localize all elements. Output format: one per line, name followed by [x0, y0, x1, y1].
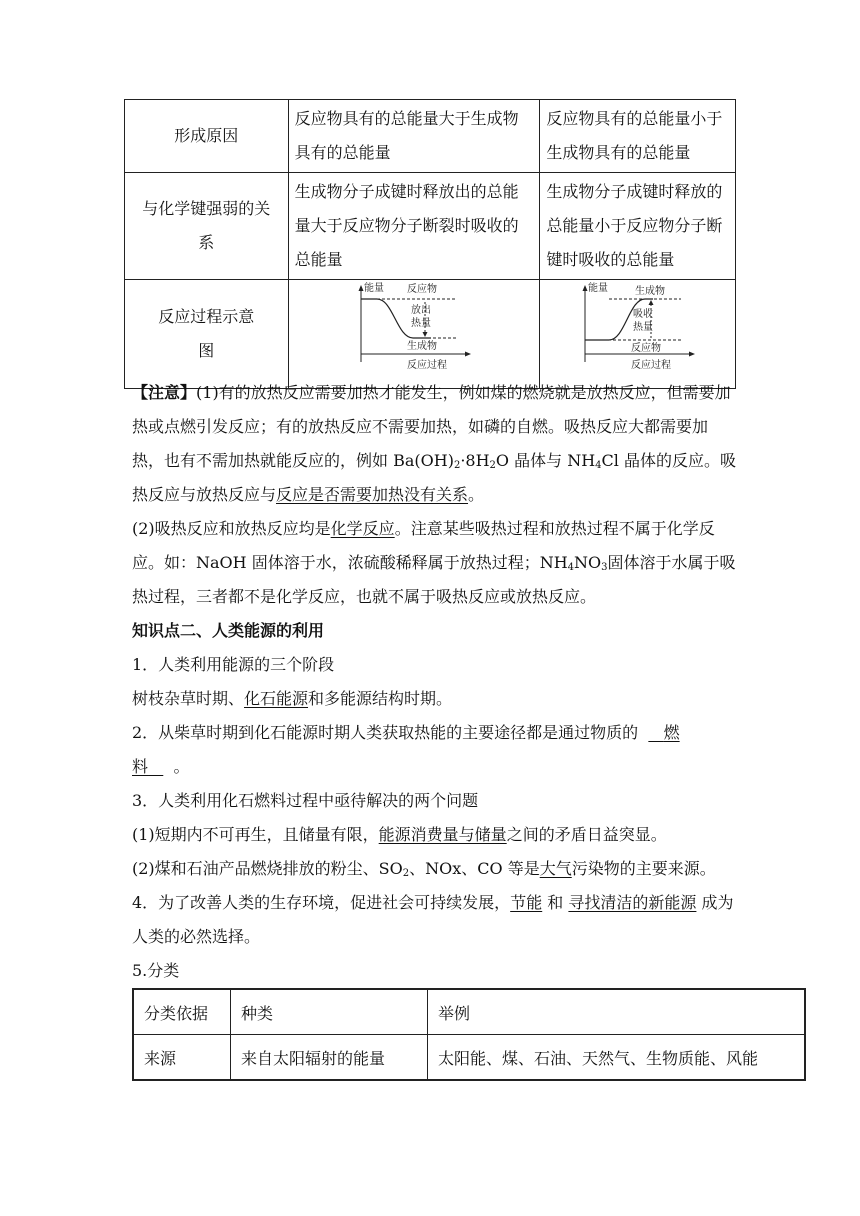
underlined-answer: 寻找清洁的新能源	[568, 893, 697, 912]
endothermic-cell: 反应物具有的总能量小于生成物具有的总能量	[540, 100, 736, 173]
reactant-label: 反应物	[630, 343, 661, 354]
item-3-1: (1)短期内不可再生，且储量有限，能源消费量与储量之间的矛盾日益突显。	[132, 825, 667, 844]
product-label: 生成物	[406, 341, 437, 352]
reactant-label: 反应物	[406, 284, 437, 295]
item-2: 2．从柴草时期到化石能源时期人类获取热能的主要途径都是通过物质的 燃料 。	[132, 723, 680, 776]
section-title: 知识点二、人类能源的利用	[132, 621, 325, 640]
underlined-answer: 化学反应	[330, 519, 395, 538]
exothermic-cell: 反应物具有的总能量大于生成物具有的总能量	[288, 100, 540, 173]
endothermic-energy-diagram	[573, 282, 703, 374]
column-header: 举例	[428, 989, 806, 1035]
table-row	[125, 280, 736, 389]
exothermic-diagram-cell	[288, 280, 540, 389]
table-cell: 来源	[133, 1035, 231, 1081]
heat-label-1: 放出	[410, 305, 431, 316]
note-paragraph-1: 【注意】(1)有的放热反应需要加热才能发生，例如煤的燃烧就是放热反应，但需要加热或点燃引发反应；有的放热反应不需要加热，如磷的自燃。吸热反应大都需要加热，也有不需加热就能反应的，例如 $Ba(OH)_2\cdot 8H_2O$ 晶体与 $NH_4Cl$ 晶体的反应。吸热反应与放热反应与反应是否需要加热没有关系。	[132, 383, 736, 504]
column-header: 分类依据	[133, 989, 231, 1035]
y-axis-label: 能量	[363, 283, 384, 294]
item-5: 5.分类	[132, 961, 180, 980]
exothermic-cell: 生成物分子成键时释放出的总能量大于反应物分子断裂时吸收的总能量	[288, 173, 540, 280]
note-label: 【注意】	[132, 383, 197, 402]
underlined-answer: 反应是否需要加热没有关系	[276, 485, 469, 504]
item-1: 1．人类利用能源的三个阶段	[132, 655, 335, 674]
exothermic-energy-diagram	[349, 282, 479, 374]
table-row	[133, 1035, 805, 1081]
product-label: 生成物	[634, 286, 665, 297]
endothermic-diagram-cell	[540, 280, 736, 389]
row-header: 与化学键强弱的关系	[125, 173, 289, 280]
item-3: 3．人类利用化石燃料过程中亟待解决的两个问题	[132, 791, 479, 810]
row-header: 形成原因	[125, 100, 289, 173]
note-paragraph-2: (2)吸热反应和放热反应均是化学反应。注意某些吸热过程和放热过程不属于化学反应。如：NaOH 固体溶于水，浓硫酸稀释属于放热过程；$NH_4NO_3$固体溶于水属于吸热过程，三者都不是化学反应，也就不属于吸热反应或放热反应。	[132, 519, 736, 606]
x-axis-label: 反应过程	[406, 360, 447, 371]
underlined-answer: 化石能源	[244, 689, 309, 708]
item-3-2: (2)煤和石油产品燃烧排放的粉尘、$SO_2$、NOx、CO 等是大气污染物的主要来源。	[132, 859, 716, 879]
underlined-answer: 大气	[539, 859, 572, 878]
item-1-detail: 树枝杂草时期、化石能源和多能源结构时期。	[132, 689, 453, 708]
row-header: 反应过程示意图	[125, 280, 289, 389]
underlined-answer: 能源消费量与储量	[378, 825, 507, 844]
underlined-answer: 节能	[510, 893, 543, 912]
reaction-comparison-table	[124, 99, 736, 389]
heat-label-2: 热量	[632, 322, 653, 333]
table-cell: 来自太阳辐射的能量	[231, 1035, 428, 1081]
x-axis-label: 反应过程	[630, 360, 671, 371]
endothermic-cell: 生成物分子成键时释放的总能量小于反应物分子断键时吸收的总能量	[540, 173, 736, 280]
table-row	[125, 100, 736, 173]
energy-classification-table	[132, 988, 806, 1081]
column-header: 种类	[231, 989, 428, 1035]
heat-label-2: 热量	[410, 318, 431, 329]
table-header-row	[133, 989, 805, 1035]
y-axis-label: 能量	[587, 283, 608, 294]
item-4: 4．为了改善人类的生存环境，促进社会可持续发展，节能 和 寻找清洁的新能源 成为人类的必然选择。	[132, 893, 734, 946]
heat-label-1: 吸收	[632, 309, 653, 320]
underlined-answer: 燃料	[132, 723, 680, 776]
table-row	[125, 173, 736, 280]
table-cell: 太阳能、煤、石油、天然气、生物质能、风能	[428, 1035, 806, 1081]
